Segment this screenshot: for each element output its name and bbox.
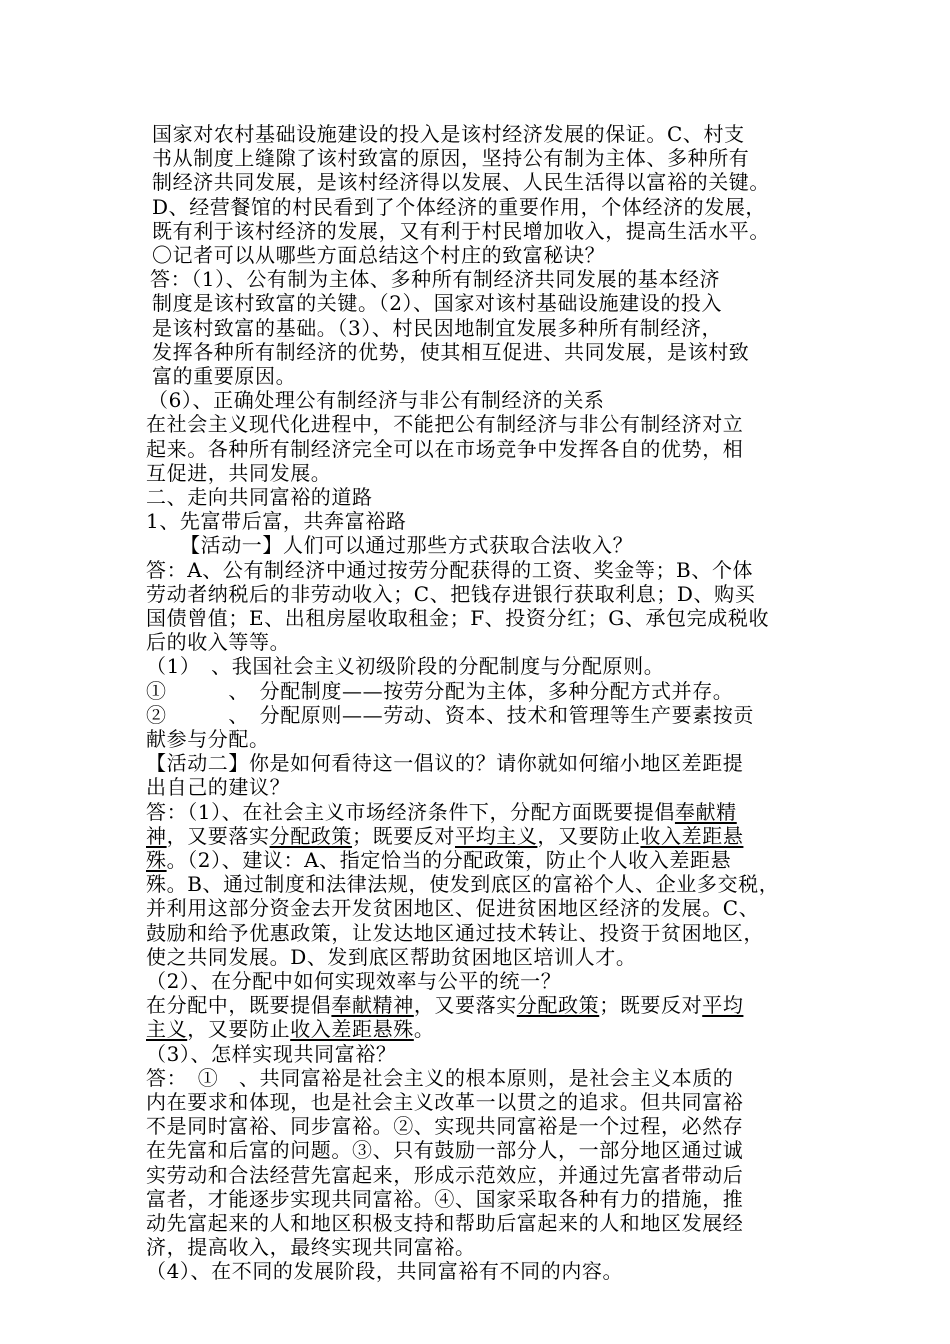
text-run: ，又要落实 xyxy=(166,823,270,848)
text-run: 殊。B、通过制度和法律法规，使发到底区的富裕个人、企业多交税， xyxy=(146,872,780,897)
text-line xyxy=(152,316,722,340)
text-run: 【活动一】人们可以通过那些方式获取合法收入？ xyxy=(180,533,634,558)
underlined-term: 平均 xyxy=(702,993,744,1018)
text-run: 在先富和后富的问题。③、只有鼓励一部分人，一部分地区通过诚 xyxy=(146,1138,744,1163)
text-line xyxy=(146,945,636,969)
text-line xyxy=(150,267,720,291)
text-line xyxy=(146,1163,743,1187)
text-line xyxy=(152,146,749,170)
text-run: 富者，才能逐步实现共同富裕。④、国家采取各种有力的措施，推 xyxy=(146,1186,744,1211)
text-line xyxy=(146,800,737,824)
text-run: 实劳动和合法经营先富起来，形成示范效应，并通过先富者带动后 xyxy=(146,1162,744,1187)
underlined-term: 收入差距悬 xyxy=(640,823,744,848)
text-run: 内在要求和体现，也是社会主义改革一以贯之的追求。但共同富裕 xyxy=(146,1090,744,1114)
text-line xyxy=(146,1042,397,1066)
text-run: 国家对农村基础设施建设的投入是该村经济发展的保证。C、村支 xyxy=(152,122,745,146)
underlined-term: 分配政策 xyxy=(516,993,600,1018)
text-line xyxy=(152,243,605,267)
text-line xyxy=(152,291,722,315)
underlined-term: 神 xyxy=(146,823,167,848)
text-run: 是该村致富的基础。（3）、村民因地制宜发展多种所有制经济， xyxy=(152,315,723,340)
underlined-term: 主义 xyxy=(146,1017,188,1042)
text-run: 国债曾值；E、出租房屋收取租金；F、投资分红；G、承包完成税收 xyxy=(146,606,770,630)
text-run: D、经营餐馆的村民看到了个体经济的重要作用，个体经济的发展， xyxy=(152,194,767,219)
text-run: 鼓励和给予优惠政策，让发达地区通过技术转让、投资于贫困地区， xyxy=(146,920,764,945)
text-line xyxy=(146,461,331,485)
text-line xyxy=(146,1187,743,1211)
text-run: 动先富起来的人和地区积极支持和帮助后富起来的人和地区发展经 xyxy=(146,1211,744,1235)
text-run: 二、走向共同富裕的道路 xyxy=(146,485,373,509)
text-run: 互促进，共同发展。 xyxy=(146,460,332,485)
text-line xyxy=(146,412,743,436)
text-run: 发挥各种所有制经济的优势，使其相互促进、共同发展，是该村致 xyxy=(152,339,750,364)
text-run: 答：（1）、公有制为主体、多种所有制经济共同发展的基本经济 xyxy=(150,267,721,292)
text-line xyxy=(148,388,605,412)
text-line xyxy=(146,703,754,727)
text-run: 制度是该村致富的关键。（2）、国家对该村基础设施建设的投入 xyxy=(152,291,723,316)
text-line xyxy=(146,1211,743,1235)
text-run: 【活动二】你是如何看待这一倡议的？请你就如何缩小地区差距提 xyxy=(146,751,744,776)
text-line xyxy=(146,751,743,775)
text-line xyxy=(146,727,270,751)
text-run: 在社会主义现代化进程中，不能把公有制经济与非公有制经济对立 xyxy=(146,412,744,437)
text-run: 〇记者可以从哪些方面总结这个村庄的致富秘诀？ xyxy=(152,243,606,267)
text-line xyxy=(180,533,633,557)
text-line xyxy=(146,969,561,993)
text-line xyxy=(146,1114,743,1138)
text-line xyxy=(146,1235,476,1259)
text-line xyxy=(146,1066,733,1090)
underlined-term: 殊 xyxy=(146,848,167,872)
text-run: ；既要反对 xyxy=(352,823,456,848)
text-line xyxy=(146,872,779,896)
text-run: ，又要防止 xyxy=(187,1017,291,1042)
text-line xyxy=(152,340,749,364)
text-run: 在分配中，既要提倡 xyxy=(146,993,332,1018)
text-run: 。 xyxy=(413,1017,435,1042)
text-run: ；既要反对 xyxy=(599,993,703,1018)
text-run: 答：A、公有制经济中通过按劳分配获得的工资、奖金等；B、个体 xyxy=(146,557,754,582)
text-run: 起来。各种所有制经济完全可以在市场竞争中发挥各自的优势，相 xyxy=(146,436,744,461)
text-run: ② 、 分配原则——劳动、资本、技术和管理等生产要素按贡 xyxy=(146,702,754,727)
text-run: 1、先富带后富，共奔富裕路 xyxy=(146,509,407,534)
text-line xyxy=(146,775,290,799)
text-line xyxy=(146,993,743,1017)
text-line xyxy=(146,509,407,533)
text-line xyxy=(146,921,764,945)
text-run: 使之共同发展。D、发到底区帮助贫困地区培训人才。 xyxy=(146,944,637,969)
text-line xyxy=(146,437,743,461)
text-run: 富的重要原因。 xyxy=(152,364,297,388)
underlined-term: 奉献精神 xyxy=(331,993,414,1018)
underlined-term: 收入差距悬殊 xyxy=(290,1017,414,1042)
text-line xyxy=(146,1017,434,1041)
text-line xyxy=(146,896,759,920)
text-run: 并利用这部分资金去开发贫困地区、促进贫困地区经济的发展。C、 xyxy=(146,896,760,921)
text-run: 既有利于该村经济的发展，又有利于村民增加收入，提高生活水平。 xyxy=(152,218,770,243)
text-run: （4）、在不同的发展阶段，共同富裕有不同的内容。 xyxy=(146,1259,624,1284)
text-run: （2）、在分配中如何实现效率与公平的统一？ xyxy=(146,969,562,993)
text-line xyxy=(146,558,753,582)
text-run: ① 、 分配制度——按劳分配为主体，多种分配方式并存。 xyxy=(146,678,734,703)
text-run: 献参与分配。 xyxy=(146,727,270,751)
text-run: （1） 、我国社会主义初级阶段的分配制度与分配原则。 xyxy=(146,654,665,679)
text-line xyxy=(152,122,745,146)
underlined-term: 分配政策 xyxy=(269,823,353,848)
text-run: 后的收入等等。 xyxy=(146,630,291,655)
text-run: 不是同时富裕、同步富裕。②、实现共同富裕是一个过程，必然存 xyxy=(146,1114,744,1139)
text-line xyxy=(146,630,290,654)
text-line xyxy=(146,679,733,703)
text-run: （3）、怎样实现共同富裕？ xyxy=(146,1041,397,1066)
text-line xyxy=(152,195,766,219)
text-run: 答： ① 、共同富裕是社会主义的根本原则，是社会主义本质的 xyxy=(146,1065,734,1090)
text-line xyxy=(146,1259,623,1283)
underlined-term: 奉献精 xyxy=(674,799,737,824)
text-run: 答：（1）、在社会主义市场经济条件下，分配方面既要提倡 xyxy=(146,799,675,824)
text-line xyxy=(146,485,373,509)
text-run: 制经济共同发展，是该村经济得以发展、人民生活得以富裕的关键。 xyxy=(152,170,770,195)
text-run: ，又要落实 xyxy=(413,993,517,1018)
text-run: 济，提高收入，最终实现共同富裕。 xyxy=(146,1235,476,1260)
text-run: 出自己的建议？ xyxy=(146,775,291,800)
text-run: 。（2）、建议：A、指定恰当的分配政策，防止个人收入差距悬 xyxy=(166,848,732,872)
text-run: （6）、正确处理公有制经济与非公有制经济的关系 xyxy=(148,388,605,413)
text-line xyxy=(146,582,755,606)
text-run: 劳动者纳税后的非劳动收入；C、把钱存进银行获取利息；D、购买 xyxy=(146,581,756,606)
text-line xyxy=(152,364,296,388)
text-line xyxy=(146,606,769,630)
text-line xyxy=(152,219,770,243)
text-line xyxy=(152,170,770,194)
underlined-term: 平均主义 xyxy=(455,823,538,848)
text-line xyxy=(146,848,731,872)
text-line xyxy=(146,1090,743,1114)
text-run: ，又要防止 xyxy=(537,823,641,848)
text-run: 书从制度上缝隙了该村致富的原因，坚持公有制为主体、多种所有 xyxy=(152,146,750,171)
text-line xyxy=(146,824,743,848)
text-line xyxy=(146,1138,743,1162)
text-line xyxy=(146,654,664,678)
